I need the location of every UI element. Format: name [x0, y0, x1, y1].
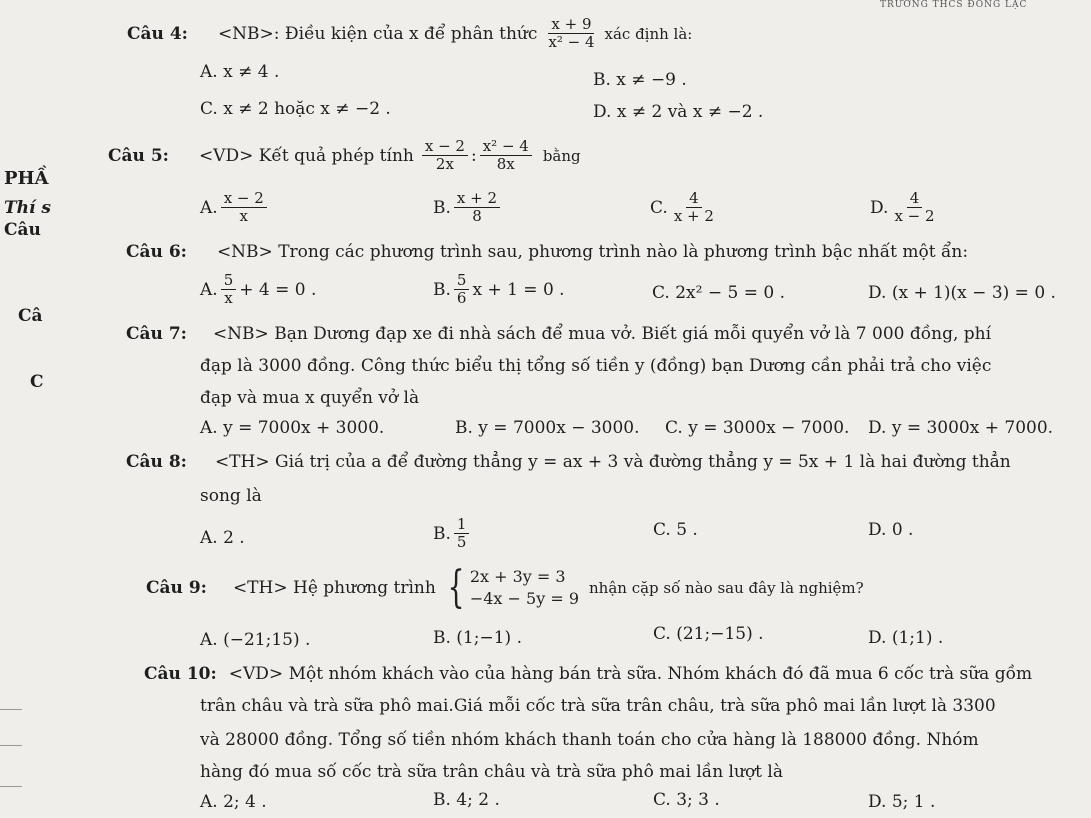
margin-dash: [0, 786, 22, 787]
q5-operator: :: [470, 145, 477, 166]
school-header: TRƯỜNG THCS ĐÔNG LẠC: [880, 0, 1028, 10]
q6-label: Câu 6:: [126, 242, 187, 262]
q8-option-a[interactable]: A. 2 .: [200, 528, 245, 548]
margin-fragment: Câu: [4, 220, 41, 240]
q9-equation-system: { 2x + 3y = 3 −4x − 5y = 9: [447, 562, 579, 613]
q7-label: Câu 7:: [126, 324, 187, 344]
q8-line-2: song là: [200, 486, 262, 506]
q4-option-b[interactable]: B. x ≠ −9 .: [593, 70, 687, 90]
q4-option-c[interactable]: C. x ≠ 2 hoặc x ≠ −2 .: [200, 99, 391, 119]
q5-text-end: bằng: [542, 146, 581, 165]
q9-label: Câu 9:: [146, 578, 207, 598]
q9-text: <TH> Hệ phương trình: [232, 578, 436, 598]
q9-option-b[interactable]: B. (1;−1) .: [433, 628, 522, 648]
q9-option-c[interactable]: C. (21;−15) .: [653, 624, 764, 644]
q4-fraction: $\frac{x + 9}{\text{x² − 4}}$: [548, 15, 595, 52]
q4-text: : Điều kiện của x để phân thức: [273, 23, 538, 44]
q10-option-d[interactable]: D. 5; 1 .: [868, 792, 936, 812]
q6-option-b[interactable]: B. $\frac{5}{6}$ x + 1 = 0 .: [433, 271, 565, 308]
margin-dash: [0, 745, 22, 746]
q10-line-4: hàng đó mua số cốc trà sữa trân châu và trà sữa phô mai lần lượt là: [200, 762, 783, 782]
q4-option-a[interactable]: A. x ≠ 4 .: [200, 62, 280, 82]
q4-tag: <NB>: [217, 23, 274, 44]
q6-text: <NB> Trong các phương trình sau, phương trình nào là phương trình bậc nhất một ẩn:: [216, 242, 969, 262]
q7-line-1: <NB> Bạn Dương đạp xe đi nhà sách để mua vở. Biết giá mỗi quyển vở là 7 000 đồng, phí: [212, 324, 992, 344]
q5-fraction-1: $\frac{x - 2}{2x}$: [422, 138, 468, 174]
margin-fragment: C: [30, 372, 44, 392]
q5-option-b[interactable]: B. $\frac{x + 2}{8}$: [433, 190, 503, 226]
q8-label: Câu 8:: [126, 452, 187, 472]
q5-label: Câu 5:: [108, 145, 169, 166]
q8-option-c[interactable]: C. 5 .: [653, 520, 698, 540]
margin-fragment: PHẦ: [4, 168, 49, 189]
q10-option-a[interactable]: A. 2; 4 .: [200, 792, 267, 812]
q9-text-end: nhận cặp số nào sau đây là nghiệm?: [589, 579, 864, 597]
q6-option-a[interactable]: A. $\frac{5}{x}$ + 4 = 0 .: [200, 271, 317, 308]
q6-option-d[interactable]: D. (x + 1)(x − 3) = 0 .: [868, 283, 1056, 303]
q9-option-a[interactable]: A. (−21;15) .: [200, 630, 311, 650]
q7-option-a[interactable]: A. y = 7000x + 3000.: [200, 418, 385, 438]
q5-option-d[interactable]: D. $\frac{4}{x - 2}$: [870, 189, 935, 226]
q4-text-end: xác định là:: [604, 24, 693, 43]
margin-fragment: Câ: [18, 306, 43, 326]
q5-text: <VD> Kết quả phép tính: [198, 145, 414, 166]
q7-option-c[interactable]: C. y = 3000x − 7000.: [665, 418, 850, 438]
q10-line-1: <VD> Một nhóm khách vào của hàng bán trà sữa. Nhóm khách đó đã mua 6 cốc trà sữa gồm: [228, 664, 1033, 684]
q10-option-b[interactable]: B. 4; 2 .: [433, 790, 500, 810]
q7-line-2: đạp là 3000 đồng. Công thức biểu thị tổng số tiền y (đồng) bạn Dương cần phải trả cho việc: [200, 356, 992, 376]
q10-label: Câu 10:: [144, 664, 217, 684]
q9-option-d[interactable]: D. (1;1) .: [868, 628, 944, 648]
q6-option-c[interactable]: C. 2x² − 5 = 0 .: [652, 283, 785, 303]
q7-option-d[interactable]: D. y = 3000x + 7000.: [868, 418, 1054, 438]
q10-line-3: và 28000 đồng. Tổng số tiền nhóm khách thanh toán cho cửa hàng là 188000 đồng. Nhóm: [200, 730, 979, 750]
margin-fragment: Thí s: [4, 198, 51, 218]
q10-option-c[interactable]: C. 3; 3 .: [653, 790, 720, 810]
q8-option-b[interactable]: B. $\frac{1}{5}$: [433, 516, 472, 552]
q10-line-2: trân châu và trà sữa phô mai.Giá mỗi cốc trà sữa trân châu, trà sữa phô mai lần lượt là 3300: [200, 696, 996, 716]
q7-line-3: đạp và mua x quyển vở là: [200, 388, 420, 408]
q5-fraction-2: $\frac{\text{x² − 4}}{8x}$: [480, 138, 532, 174]
q4-label: Câu 4:: [127, 23, 188, 44]
q5-option-a[interactable]: A. $\frac{x - 2}{x}$: [200, 190, 270, 226]
margin-dash: [0, 709, 22, 710]
q7-option-b[interactable]: B. y = 7000x − 3000.: [455, 418, 640, 438]
q8-line-1: <TH> Giá trị của a để đường thẳng y = ax + 3 và đường thẳng y = 5x + 1 là hai đường thẳn: [214, 452, 1011, 472]
q4-option-d[interactable]: D. x ≠ 2 và x ≠ −2 .: [593, 102, 764, 122]
q5-option-c[interactable]: C. $\frac{4}{x + 2}$: [650, 189, 714, 226]
q8-option-d[interactable]: D. 0 .: [868, 520, 914, 540]
